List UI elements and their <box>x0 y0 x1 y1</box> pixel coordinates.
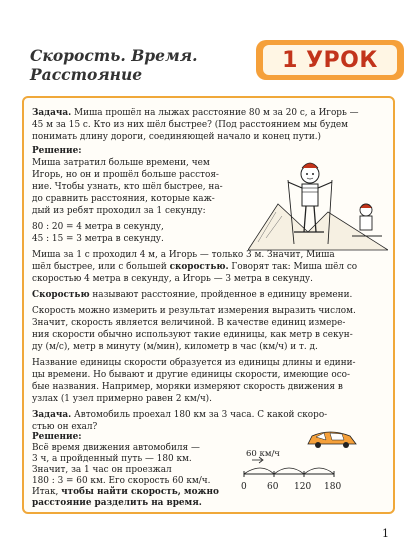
conclusion-bold-line2: расстояние разделить на время. <box>32 498 202 508</box>
tick-label-60: 60 <box>267 482 279 492</box>
task2-text-1: Автомобиль проехал 180 км за 3 часа. С какой скоро- <box>73 410 328 420</box>
solution2-line2: 3 ч, а пройденный путь — 180 км. <box>32 454 192 464</box>
task1-line3: понимать длину дороги, соединяющей начало и конец пути.) <box>32 132 322 142</box>
conclusion-pre: Итак, <box>32 487 62 497</box>
definition-term: Скоростью <box>32 290 90 300</box>
solution2-line1: Всё время движения автомобиля — <box>32 443 200 453</box>
solution1-calc2: 45 : 15 = 3 метра в секунду. <box>32 234 164 244</box>
car-icon <box>308 432 356 448</box>
page-header <box>22 38 395 88</box>
conclusion-line1 <box>32 487 219 499</box>
para2-line3: ния скорости обычно используют такие единицы, как метр в секун- <box>32 330 353 340</box>
conclusion-bold-line1: чтобы найти скорость, можно <box>61 487 219 497</box>
para3-line3: бые названия. Например, моряки измеряют скорость движения в <box>32 382 343 392</box>
solution1-line3: ние. Чтобы узнать, кто шёл быстрее, на- <box>32 182 223 192</box>
task1-line1 <box>32 108 359 120</box>
definition-text: называют расстояние, пройденное в единицу времени. <box>89 290 353 300</box>
task1-text-1: Миша прошёл на лыжах расстояние 80 м за 20 с, а Игорь — <box>73 108 359 118</box>
page-number: 1 <box>382 527 389 540</box>
para2-line1: Скорость можно измерить и результат измерения выразить числом. <box>32 306 356 316</box>
para1-line1: Миша за 1 с проходил 4 м, а Игорь — только 3 м. Значит, Миша <box>32 250 335 260</box>
solution1-line2: Игорь, но он и прошёл больше расстоя- <box>32 170 219 180</box>
para1-line2-pre: шёл быстрее, или с большей <box>32 262 170 272</box>
para3-line2: цы времени. Но бывают и другие единицы скорости, имеющие осо- <box>32 370 351 380</box>
speed-definition <box>32 290 352 302</box>
solution1-line1: Миша затратил больше времени, чем <box>32 158 210 168</box>
para1-line2 <box>32 262 357 274</box>
para3-line4: узлах (1 узел примерно равен 2 км/ч). <box>32 394 212 404</box>
para2-line2: Значит, скорость является величиной. В качестве единиц измере- <box>32 318 346 328</box>
para3-line1: Название единицы скорости образуется из единицы длины и едини- <box>32 358 356 368</box>
solution2-label: Решение: <box>32 432 82 442</box>
task1-label: Задача. <box>32 108 72 118</box>
task2-line1 <box>32 410 327 422</box>
para2-line4: ду (м/с), метр в минуту (м/мин), километр в час (км/ч) и т. д. <box>32 342 318 352</box>
lesson-badge <box>256 40 404 80</box>
lesson-badge-label: 1 УРОК <box>263 45 397 75</box>
task1-line2: 45 м за 15 с. Кто из них шёл быстрее? (Под расстоянием мы будем <box>32 120 349 130</box>
task2-line2: стью он ехал? <box>32 422 98 432</box>
page-title: Скорость. Время. Расстояние <box>30 46 198 84</box>
solution1-calc1: 80 : 20 = 4 метра в секунду, <box>32 222 164 232</box>
speed-label: 60 км/ч <box>246 449 280 459</box>
solution1-label: Решение: <box>32 146 82 156</box>
solution2-line4: 180 : 3 = 60 км. Его скорость 60 км/ч. <box>32 476 211 486</box>
para1-line3: скоростью 4 метра в секунду, а Игорь — 3 метра в секунду. <box>32 274 313 284</box>
solution1-line4: до сравнить расстояния, которые каж- <box>32 194 215 204</box>
tick-label-120: 120 <box>294 482 312 492</box>
task2-label: Задача. <box>32 410 72 420</box>
tick-label-180: 180 <box>324 482 342 492</box>
skiers-illustration <box>248 152 388 252</box>
solution1-line5: дый из ребят проходил за 1 секунду: <box>32 206 206 216</box>
para1-line2-bold: скоростью. <box>169 262 229 272</box>
solution2-line3: Значит, за 1 час он проезжал <box>32 465 172 475</box>
motion-diagram <box>234 430 384 496</box>
tick-label-0: 0 <box>241 482 247 492</box>
para1-line2-post: Говорят так: Миша шёл со <box>228 262 358 272</box>
